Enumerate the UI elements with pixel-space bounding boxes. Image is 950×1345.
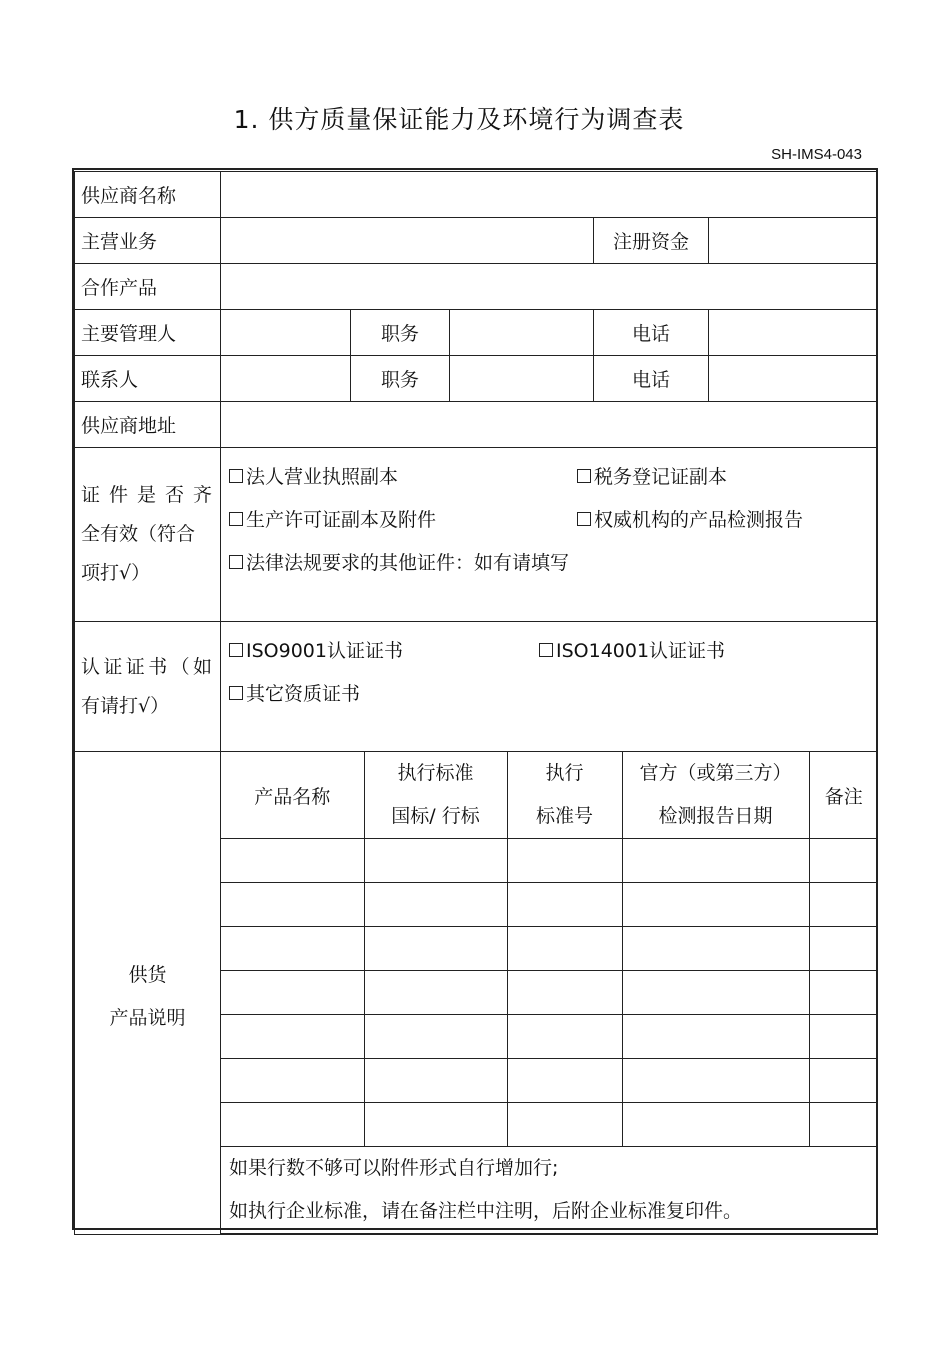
label-main-manager: 主要管理人 <box>75 310 221 356</box>
cell-standard[interactable] <box>364 839 507 883</box>
label-supplier-name: 供应商名称 <box>75 172 221 218</box>
option-production-permit[interactable]: 生产许可证副本及附件 <box>229 497 577 540</box>
cell-standard-number[interactable] <box>507 927 622 971</box>
field-cooperation-products[interactable] <box>221 264 878 310</box>
cell-product-name[interactable] <box>221 927 364 971</box>
option-business-license[interactable]: 法人营业执照副本 <box>229 454 577 497</box>
certification-label-line2: 有请打√） <box>81 694 170 717</box>
table-row <box>221 1059 878 1103</box>
cell-remarks[interactable] <box>809 1015 878 1059</box>
header-standard-number: 执行 标准号 <box>507 752 622 839</box>
checkbox-icon[interactable] <box>229 512 243 526</box>
notes-cell <box>221 1147 878 1234</box>
label-registered-capital: 注册资金 <box>594 218 709 264</box>
cell-product-name[interactable] <box>221 839 364 883</box>
option-iso9001[interactable]: ISO9001认证证书 <box>229 628 539 671</box>
cell-standard[interactable] <box>364 927 507 971</box>
cell-standard-number[interactable] <box>507 1015 622 1059</box>
label-contact-position: 职务 <box>351 356 450 402</box>
table-row <box>221 927 878 971</box>
table-row <box>221 1103 878 1147</box>
label-supplier-address: 供应商地址 <box>75 402 221 448</box>
cell-remarks[interactable] <box>809 1059 878 1103</box>
cell-report-date[interactable] <box>622 927 809 971</box>
table-row <box>221 971 878 1015</box>
certification-options <box>221 622 878 752</box>
cell-standard[interactable] <box>364 1015 507 1059</box>
certification-label-line1: 认证证书（如 <box>81 655 212 678</box>
cell-standard-number[interactable] <box>507 883 622 927</box>
label-products <box>75 752 221 1235</box>
label-manager-phone: 电话 <box>594 310 709 356</box>
survey-form <box>74 171 878 1235</box>
notes-row <box>221 1147 878 1234</box>
cell-standard-number[interactable] <box>507 1103 622 1147</box>
cell-standard-number[interactable] <box>507 1059 622 1103</box>
header-remarks: 备注 <box>809 752 878 839</box>
certificates-label-line3: 项打√） <box>81 562 151 584</box>
label-contact-phone: 电话 <box>594 356 709 402</box>
option-tax-registration[interactable]: 税务登记证副本 <box>577 454 727 497</box>
checkbox-icon[interactable] <box>577 512 591 526</box>
products-label-line2: 产品说明 <box>109 1007 186 1029</box>
field-main-manager[interactable] <box>221 310 351 356</box>
cell-report-date[interactable] <box>622 971 809 1015</box>
cell-remarks[interactable] <box>809 971 878 1015</box>
certificates-label-line2: 全有效（符合 <box>81 523 196 545</box>
checkbox-icon[interactable] <box>229 469 243 483</box>
header-report-date: 官方（或第三方） 检测报告日期 <box>622 752 809 839</box>
label-main-business: 主营业务 <box>75 218 221 264</box>
cell-report-date[interactable] <box>622 1103 809 1147</box>
products-section <box>221 752 878 1235</box>
cell-report-date[interactable] <box>622 1059 809 1103</box>
cell-standard[interactable] <box>364 1059 507 1103</box>
header-product-name: 产品名称 <box>221 752 364 839</box>
cell-product-name[interactable] <box>221 883 364 927</box>
cell-standard[interactable] <box>364 1103 507 1147</box>
field-contact-phone[interactable] <box>709 356 878 402</box>
option-inspection-report[interactable]: 权威机构的产品检测报告 <box>577 497 803 540</box>
checkbox-icon[interactable] <box>229 643 243 657</box>
field-manager-position[interactable] <box>450 310 594 356</box>
checkbox-icon[interactable] <box>577 469 591 483</box>
table-row <box>221 839 878 883</box>
cell-standard[interactable] <box>364 971 507 1015</box>
cell-report-date[interactable] <box>622 1015 809 1059</box>
checkbox-icon[interactable] <box>229 555 243 569</box>
cell-report-date[interactable] <box>622 883 809 927</box>
option-other-qualifications[interactable]: 其它资质证书 <box>229 671 877 714</box>
field-contact-position[interactable] <box>450 356 594 402</box>
cell-remarks[interactable] <box>809 839 878 883</box>
products-label-line1: 供货 <box>128 964 167 986</box>
field-contact[interactable] <box>221 356 351 402</box>
cell-remarks[interactable] <box>809 1103 878 1147</box>
certificates-label-line1: 证件是否齐 <box>81 484 212 506</box>
cell-product-name[interactable] <box>221 1059 364 1103</box>
field-registered-capital[interactable] <box>709 218 878 264</box>
label-certification <box>75 622 221 752</box>
cell-remarks[interactable] <box>809 883 878 927</box>
products-table <box>221 752 878 1234</box>
cell-product-name[interactable] <box>221 1015 364 1059</box>
cell-product-name[interactable] <box>221 1103 364 1147</box>
cell-remarks[interactable] <box>809 927 878 971</box>
label-cooperation-products: 合作产品 <box>75 264 221 310</box>
note-line-1: 如果行数不够可以附件形式自行增加行; <box>229 1157 559 1179</box>
label-manager-position: 职务 <box>351 310 450 356</box>
header-standard: 执行标准 国标/ 行标 <box>364 752 507 839</box>
cell-standard[interactable] <box>364 883 507 927</box>
label-contact: 联系人 <box>75 356 221 402</box>
table-row <box>221 883 878 927</box>
page-title: 1. 供方质量保证能力及环境行为调查表 <box>233 105 685 134</box>
field-main-business[interactable] <box>221 218 594 264</box>
cell-standard-number[interactable] <box>507 839 622 883</box>
table-row <box>221 1015 878 1059</box>
option-iso14001[interactable]: ISO14001认证证书 <box>539 628 725 671</box>
cell-product-name[interactable] <box>221 971 364 1015</box>
cell-standard-number[interactable] <box>507 971 622 1015</box>
checkbox-icon[interactable] <box>539 643 553 657</box>
field-supplier-address[interactable] <box>221 402 878 448</box>
checkbox-icon[interactable] <box>229 686 243 700</box>
document-code: SH-IMS4-043 <box>771 146 862 163</box>
field-manager-phone[interactable] <box>709 310 878 356</box>
label-certificates <box>75 448 221 622</box>
cell-report-date[interactable] <box>622 839 809 883</box>
option-other-certificates[interactable]: 法律法规要求的其他证件：如有请填写 <box>229 540 877 583</box>
products-header-row <box>221 752 878 839</box>
certificates-options <box>221 448 878 622</box>
field-supplier-name[interactable] <box>221 172 878 218</box>
note-line-2: 如执行企业标准，请在备注栏中注明，后附企业标准复印件。 <box>229 1200 743 1222</box>
